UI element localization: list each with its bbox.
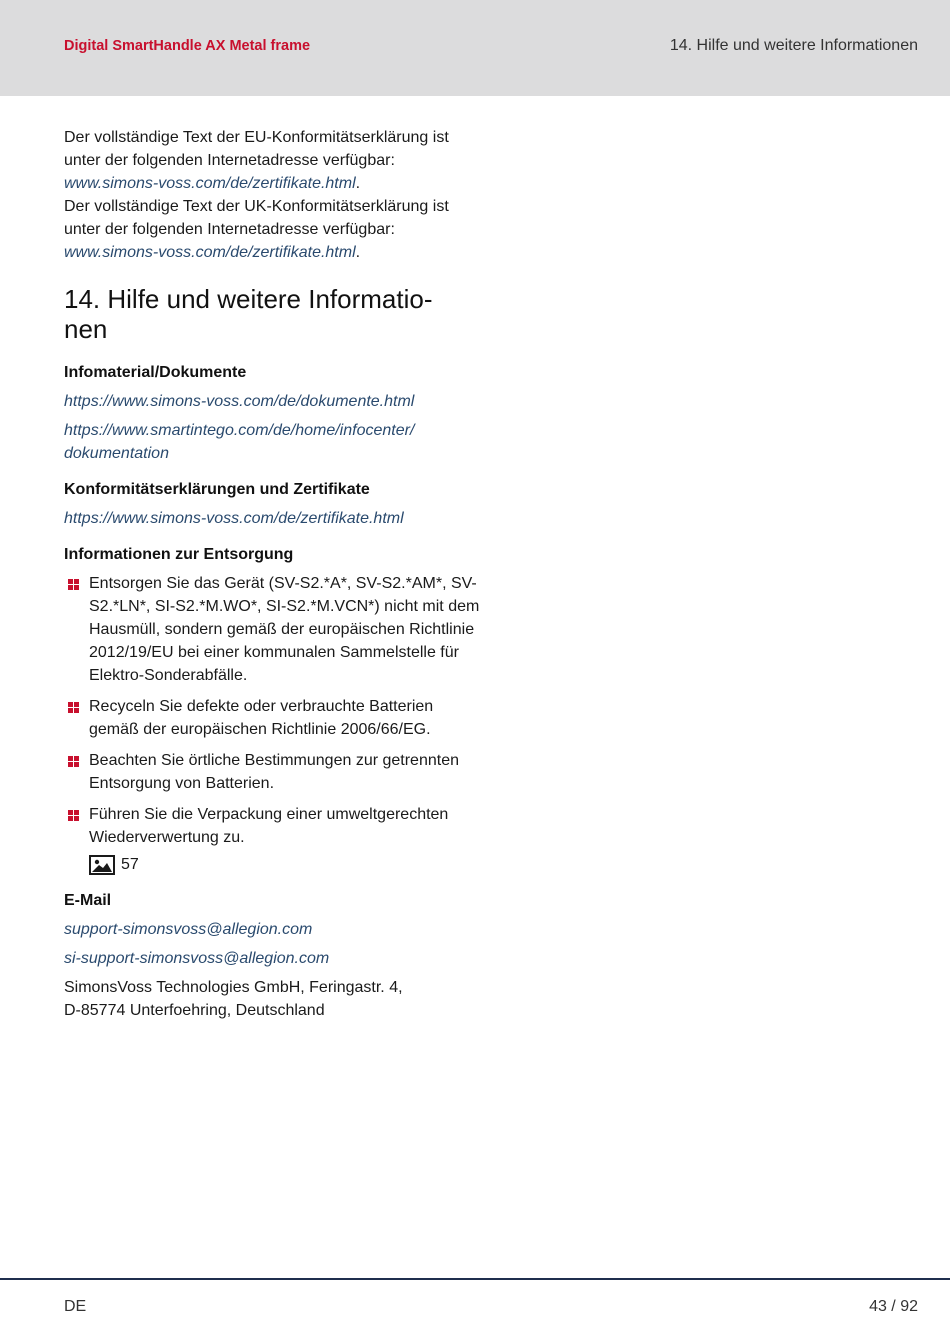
company-address-line1: SimonsVoss Technologies GmbH, Feringastr. 4,: [64, 979, 403, 996]
disposal-list: [64, 572, 484, 849]
si-support-email-link[interactable]: si-support-simonsvoss@allegion.com: [64, 950, 330, 967]
email-heading: E-Mail: [64, 892, 112, 909]
list-item-text: Führen Sie die Verpackung einer umweltgerechten Wiederverwertung zu.: [89, 806, 449, 846]
infomaterial-heading: Infomaterial/Dokumente: [64, 364, 247, 381]
certificates-link[interactable]: https://www.simons-voss.com/de/zertifikate.html: [64, 510, 404, 527]
list-item: [64, 749, 484, 795]
section-title-line1: 14. Hilfe und weitere Informatio-: [64, 284, 433, 314]
uk-declaration-link[interactable]: www.simons-voss.com/de/zertifikate.html: [64, 244, 356, 261]
eu-declaration-text: Der vollständige Text der EU-Konformitätserklärung ist unter der folgenden Internetadresse verfügbar:: [64, 129, 449, 169]
image-reference-page: 57: [121, 856, 139, 873]
support-email-link[interactable]: support-simonsvoss@allegion.com: [64, 921, 313, 938]
list-item-text: Entsorgen Sie das Gerät (SV-S2.*A*, SV-S2.*AM*, SV-S2.*LN*, SI-S2.*M.WO*, SI-S2.*M.VCN*) nicht mit dem Hausmüll, sondern gemäß der europäischen Richtlinie 2012/19/EU bei einer kommunalen Sammelstelle für Elektro-Sonderabfälle.: [89, 575, 480, 684]
section-title: [64, 284, 484, 344]
eu-declaration-link-line: [64, 172, 484, 195]
bullet-icon: [68, 756, 79, 767]
product-name: Digital SmartHandle AX Metal frame: [64, 38, 311, 54]
footer-divider: [0, 1278, 950, 1280]
list-item-text: Beachten Sie örtliche Bestimmungen zur getrennten Entsorgung von Batterien.: [89, 752, 459, 792]
page-header: [0, 0, 950, 96]
entsorgung-heading: Informationen zur Entsorgung: [64, 546, 294, 563]
infocenter-link[interactable]: [64, 419, 484, 465]
company-address-line2: D-85774 Unterfoehring, Deutschland: [64, 1002, 325, 1019]
period: .: [355, 175, 361, 192]
chapter-title: 14. Hilfe und weitere Informationen: [669, 37, 918, 54]
company-address: [64, 976, 484, 1022]
period: .: [355, 244, 361, 261]
uk-declaration-link-line: [64, 241, 484, 264]
infocenter-link-line1[interactable]: https://www.smartintego.com/de/home/infocenter/: [64, 422, 415, 439]
section-title-line2: nen: [64, 314, 108, 344]
list-item-text: Recyceln Sie defekte oder verbrauchte Batterien gemäß der europäischen Richtlinie 2006/66/EG.: [89, 698, 434, 738]
list-item: [64, 572, 484, 687]
bullet-icon: [68, 810, 79, 821]
main-content: [64, 126, 484, 1022]
infocenter-link-line2[interactable]: dokumentation: [64, 445, 169, 462]
list-item: [64, 695, 484, 741]
page-number: 43 / 92: [869, 1298, 918, 1315]
footer-language: DE: [64, 1298, 87, 1315]
image-icon: [89, 855, 115, 875]
documents-link[interactable]: https://www.simons-voss.com/de/dokumente.html: [64, 393, 415, 410]
image-reference[interactable]: [89, 853, 484, 876]
bullet-icon: [68, 702, 79, 713]
konformitaet-heading: Konformitätserklärungen und Zertifikate: [64, 481, 370, 498]
eu-declaration-link[interactable]: www.simons-voss.com/de/zertifikate.html: [64, 175, 356, 192]
bullet-icon: [68, 579, 79, 590]
uk-declaration-text: Der vollständige Text der UK-Konformitätserklärung ist unter der folgenden Internetadresse verfügbar:: [64, 198, 449, 238]
list-item: [64, 803, 484, 849]
